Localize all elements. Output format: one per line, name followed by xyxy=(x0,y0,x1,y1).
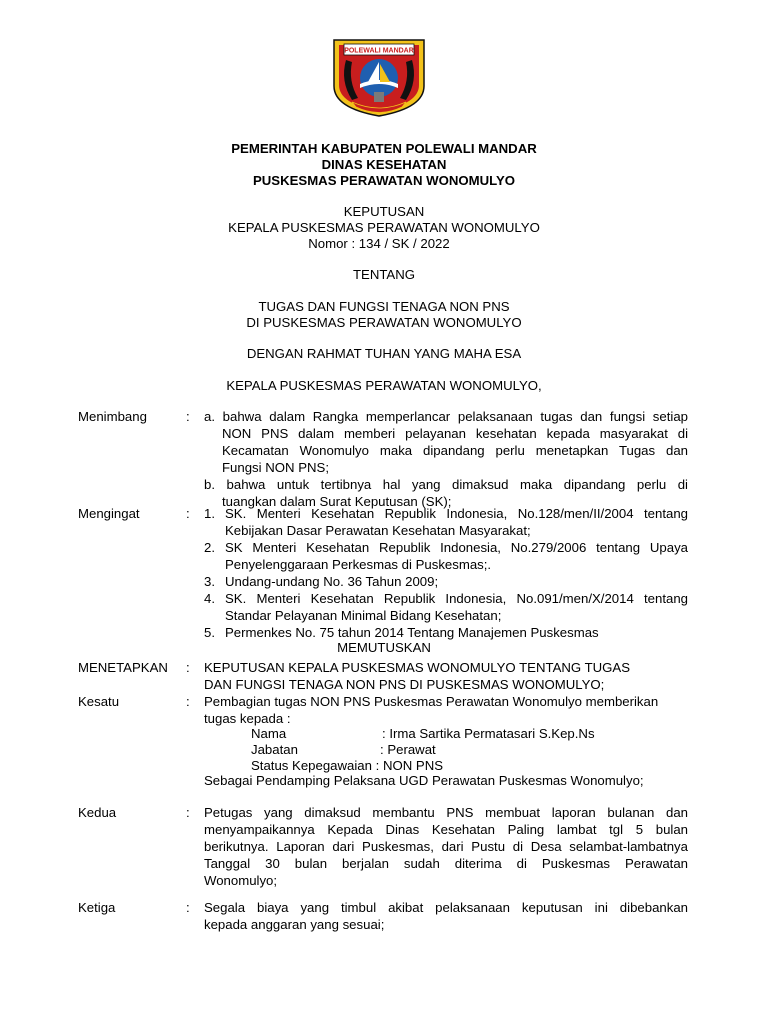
mengingat-item-number: 1. xyxy=(204,506,215,521)
mengingat-item-number: 3. xyxy=(204,574,215,589)
menimbang-a-line: a. bahwa dalam Rangka memperlancar pelaksanaan tugas dan fungsi setiap xyxy=(204,409,688,424)
kesatu-colon: : xyxy=(186,694,190,709)
pendamping-line: Sebagai Pendamping Pelaksana UGD Perawatan Puskesmas Wonomulyo; xyxy=(204,773,644,788)
memutuskan-heading: MEMUTUSKAN xyxy=(337,640,431,655)
menimbang-a-line: NON PNS dalam memberi pelayanan kesehatan kepada masyarakat di xyxy=(222,426,688,441)
header-line-2: DINAS KESEHATAN xyxy=(321,157,447,172)
mengingat-item-text: Kebijakan Dasar Perawatan Kesehatan Masyarakat; xyxy=(225,523,531,538)
mengingat-item-text: Standar Pelayanan Minimal Bidang Kesehatan; xyxy=(225,608,502,623)
kesatu-line: tugas kepada : xyxy=(204,711,291,726)
mengingat-item-text: Permenkes No. 75 tahun 2014 Tentang Manajemen Puskesmas xyxy=(225,625,599,640)
menimbang-colon: : xyxy=(186,409,190,424)
kedua-colon: : xyxy=(186,805,190,820)
jabatan-label: Jabatan xyxy=(251,742,298,757)
mengingat-item-number: 2. xyxy=(204,540,215,555)
mengingat-item-text: SK. Menteri Kesehatan Republik Indonesia, No.091/men/X/2014 tentang xyxy=(225,591,688,606)
menimbang-a-line: Fungsi NON PNS; xyxy=(222,460,329,475)
kedua-body xyxy=(204,804,688,889)
title-kepala: KEPALA PUSKESMAS PERAWATAN WONOMULYO xyxy=(228,220,540,235)
ketiga-colon: : xyxy=(186,900,190,915)
logo-banner-text: POLEWALI MANDAR xyxy=(344,47,414,55)
polewali-mandar-logo xyxy=(330,36,428,118)
title-subject-1: TUGAS DAN FUNGSI TENAGA NON PNS xyxy=(258,299,510,314)
title-tentang: TENTANG xyxy=(352,267,416,282)
menimbang-b-line: tuangkan dalam Surat Keputusan (SK); xyxy=(222,494,452,509)
menimbang-a-line: Kecamatan Wonomulyo maka dipandang perlu menetapkan Tugas dan xyxy=(222,443,688,458)
jabatan-value: : Perawat xyxy=(380,742,436,757)
kedua-label: Kedua xyxy=(78,805,117,820)
menetapkan-body xyxy=(204,659,688,693)
menetapkan-colon: : xyxy=(186,660,190,675)
menetapkan-line: KEPUTUSAN KEPALA PUSKESMAS WONOMULYO TENTANG TUGAS xyxy=(204,660,630,675)
mengingat-item-text: Penyelenggaraan Perkesmas di Puskesmas;. xyxy=(225,557,492,572)
mengingat-body xyxy=(204,505,688,641)
ketiga-label: Ketiga xyxy=(78,900,116,915)
kedua-line: berikutnya. Laporan dari Puskesmas, dari Pustu di Desa selambat-lambatnya xyxy=(204,839,688,854)
nama-label: Nama xyxy=(251,726,287,741)
menimbang-b-line: b. bahwa untuk tertibnya hal yang dimaksud maka dipandang perlu di xyxy=(204,477,688,492)
menetapkan-line: DAN FUNGSI TENAGA NON PNS DI PUSKESMAS WONOMULYO; xyxy=(204,677,605,692)
kedua-line: Petugas yang dimaksud membantu PNS membuat laporan bulanan dan xyxy=(204,805,688,820)
ketiga-body xyxy=(204,899,688,933)
nama-value: : Irma Sartika Permatasari S.Kep.Ns xyxy=(382,726,595,741)
menimbang-label: Menimbang xyxy=(78,409,147,424)
mengingat-item-text: SK Menteri Kesehatan Republik Indonesia, No.279/2006 tentang Upaya xyxy=(225,540,688,555)
kesatu-body xyxy=(204,693,688,727)
title-keputusan: KEPUTUSAN xyxy=(343,204,425,219)
kedua-line: menyampaikannya Kepada Dinas Kesehatan Paling lambat tgl 5 bulan xyxy=(204,822,688,837)
mengingat-label: Mengingat xyxy=(78,506,140,521)
kesatu-label: Kesatu xyxy=(78,694,120,709)
header-line-1: PEMERINTAH KABUPATEN POLEWALI MANDAR xyxy=(231,141,537,156)
mengingat-item-number: 4. xyxy=(204,591,215,606)
title-nomor: Nomor : 134 / SK / 2022 xyxy=(308,236,450,251)
menimbang-body xyxy=(204,408,688,510)
ketiga-line: kepada anggaran yang sesuai; xyxy=(204,917,385,932)
header-line-3: PUSKESMAS PERAWATAN WONOMULYO xyxy=(252,173,516,188)
menetapkan-label: MENETAPKAN xyxy=(78,660,168,675)
mengingat-item-number: 5. xyxy=(204,625,215,640)
title-subject-2: DI PUSKESMAS PERAWATAN WONOMULYO xyxy=(246,315,522,330)
ketiga-line: Segala biaya yang timbul akibat pelaksanaan keputusan ini dibebankan xyxy=(204,900,688,915)
mengingat-item-text: Undang-undang No. 36 Tahun 2009; xyxy=(225,574,439,589)
mengingat-item-text: SK. Menteri Kesehatan Republik Indonesia, No.128/men/II/2004 tentang xyxy=(225,506,688,521)
title-kepala-2: KEPALA PUSKESMAS PERAWATAN WONOMULYO, xyxy=(226,378,542,393)
kedua-line: Tanggal 30 bulan berjalan sudah diterima di Puskesmas Perawatan xyxy=(204,856,688,871)
title-rahmat: DENGAN RAHMAT TUHAN YANG MAHA ESA xyxy=(246,346,522,361)
status-kepegawaian: Status Kepegawaian : NON PNS xyxy=(251,758,444,773)
kesatu-line: Pembagian tugas NON PNS Puskesmas Perawatan Wonomulyo memberikan xyxy=(204,694,659,709)
kedua-line: Wonomulyo; xyxy=(204,873,278,888)
mengingat-colon: : xyxy=(186,506,190,521)
